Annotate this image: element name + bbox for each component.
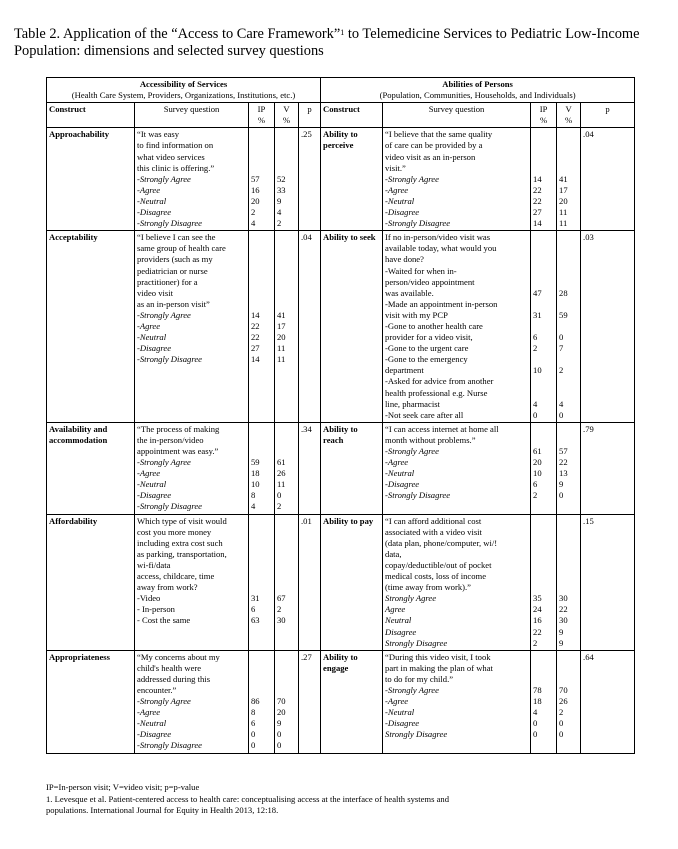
v-values-right (557, 514, 581, 650)
question-line: (time away from work).” (385, 582, 471, 593)
percent-value: 8 (251, 490, 256, 501)
percent-value: 7 (559, 343, 564, 354)
percent-value: 6 (251, 604, 256, 615)
percent-value: 9 (559, 626, 564, 637)
answer-option: -Disagree (137, 729, 172, 740)
table-row (47, 128, 635, 231)
table-body (47, 128, 635, 753)
question-right (383, 422, 531, 514)
percent-value: 35 (533, 593, 542, 604)
ip-values-right (531, 650, 557, 753)
percent-value: 16 (251, 184, 260, 195)
answer-option: was available. (385, 287, 434, 298)
answer-option: -Strongly Agree (385, 446, 439, 456)
percent-value: 14 (533, 173, 542, 184)
ip-values-right (531, 422, 557, 514)
percent-value: 26 (277, 468, 286, 479)
question-line: as parking, transportation, (137, 548, 227, 559)
percent-value: 22 (559, 457, 568, 468)
v-values-right (557, 128, 581, 231)
percent-value: 0 (559, 490, 564, 501)
answer-option: -Neutral (137, 479, 167, 490)
answer-option: Agree (385, 604, 406, 615)
answer-option: -Strongly Disagree (137, 218, 202, 229)
percent-value: 2 (559, 365, 564, 376)
question-line: encounter.” (137, 684, 177, 695)
percent-value: 31 (251, 593, 260, 604)
answer-option: Strongly Agree (385, 593, 437, 604)
percent-value: 22 (533, 626, 542, 637)
construct-right: Ability to seek (321, 231, 383, 423)
question-line: month without problems.” (385, 434, 476, 445)
reference-line-1: 1. Levesque et al. Patient-centered access to health care: conceptualising access at the interface of health systems and (46, 793, 450, 804)
percent-value: 0 (277, 490, 282, 501)
answer-option: -Disagree (385, 479, 420, 490)
question-line: child's health were (137, 662, 202, 673)
construct-right: Ability to pay (321, 514, 383, 650)
percent-value: 22 (559, 604, 568, 615)
col-question-left: Survey question (135, 103, 249, 128)
col-question-right: Survey question (383, 103, 531, 128)
percent-value: 0 (533, 729, 538, 740)
answer-option: Disagree (385, 626, 417, 637)
answer-option: -Agree (137, 320, 161, 331)
question-line: to find information on (137, 140, 214, 151)
percent-value: 30 (559, 615, 568, 626)
p-value-left: .01 (299, 514, 321, 650)
percent-value: 22 (251, 320, 260, 331)
percent-value: 59 (251, 457, 260, 468)
group-header-row (47, 78, 635, 103)
question-line: Which type of visit would (137, 515, 227, 526)
v-values-right (557, 650, 581, 753)
reference-line-2: populations. International Journal for Equity in Health 2013, 12:18. (46, 805, 279, 815)
percent-value: 4 (251, 218, 256, 229)
ip-values-left (249, 514, 275, 650)
percent-value: 61 (533, 446, 542, 456)
percent-value: 0 (251, 729, 256, 740)
percent-value: 30 (277, 615, 286, 626)
v-values-left (275, 650, 299, 753)
answer-option: -Strongly Disagree (385, 490, 451, 501)
question-left (135, 231, 249, 423)
answer-option: -Agree (385, 696, 409, 707)
answer-option: -Strongly Agree (137, 457, 191, 468)
question-line: visit.” (385, 162, 406, 173)
percent-value: 63 (251, 615, 260, 626)
percent-value: 0 (277, 740, 282, 751)
question-line: cost you more money (137, 526, 212, 537)
p-value-left: .25 (299, 128, 321, 231)
ip-values-right (531, 514, 557, 650)
percent-value: 4 (277, 207, 282, 218)
question-line: pediatrician or nurse (137, 265, 208, 276)
answer-option: -Agree (385, 457, 409, 468)
percent-value: 20 (277, 332, 286, 343)
answer-option: -Strongly Agree (137, 309, 191, 320)
percent-value: 6 (533, 332, 538, 343)
access-framework-table (46, 77, 635, 754)
answer-option: -Agree (137, 468, 161, 479)
table-row (47, 231, 635, 423)
percent-value: 10 (533, 365, 542, 376)
answer-option: -Agree (385, 184, 409, 195)
answer-option: -Strongly Agree (137, 696, 191, 707)
percent-value: 28 (559, 287, 568, 298)
percent-value: 2 (533, 343, 538, 354)
answer-option: -Neutral (137, 332, 167, 343)
question-line: “I can access internet at home all (385, 423, 499, 434)
percent-value: 22 (533, 184, 542, 195)
percent-value: 0 (559, 332, 564, 343)
question-line: have done? (385, 254, 424, 265)
question-line: “I can afford additional cost (385, 515, 482, 526)
percent-value: 11 (277, 354, 286, 365)
p-value-left: .27 (299, 650, 321, 753)
percent-value: 70 (559, 684, 568, 695)
percent-value: 17 (559, 184, 568, 195)
percent-value: 0 (559, 409, 564, 420)
question-line: “It was easy (137, 129, 179, 140)
percent-value: 78 (533, 684, 542, 695)
percent-value: 0 (277, 729, 282, 740)
table-row (47, 422, 635, 514)
answer-option: -Strongly Disagree (137, 501, 202, 512)
ip-values-right (531, 231, 557, 423)
percent-value: 20 (559, 195, 568, 206)
answer-option: -Strongly Disagree (137, 354, 202, 365)
percent-value: 17 (277, 320, 286, 331)
percent-value: 26 (559, 696, 568, 707)
question-line: appointment was easy.” (137, 446, 219, 456)
answer-option: -Disagree (385, 207, 420, 218)
col-construct-right: Construct (321, 103, 383, 128)
percent-value: 57 (559, 446, 568, 456)
abilities-header: Abilities of Persons (Population, Communities, Households, and Individuals) (321, 78, 635, 103)
percent-value: 9 (559, 637, 564, 648)
question-line: If no in-person/video visit was (385, 232, 491, 243)
col-ip-left: IP % (249, 103, 275, 128)
question-left (135, 128, 249, 231)
percent-value: 4 (533, 398, 538, 409)
footnotes (46, 782, 646, 817)
percent-value: 31 (533, 309, 542, 320)
question-line: same group of health care (137, 243, 226, 254)
v-values-right (557, 422, 581, 514)
question-right (383, 128, 531, 231)
question-line: “The process of making (137, 423, 220, 434)
percent-value: 2 (559, 707, 564, 718)
table-row (47, 650, 635, 753)
percent-value: 0 (559, 729, 564, 740)
col-v-left: V % (275, 103, 299, 128)
answer-option: visit with my PCP (385, 309, 448, 320)
answer-option: -Gone to another health care (385, 320, 483, 331)
percent-value: 59 (559, 309, 568, 320)
percent-value: 57 (251, 173, 260, 184)
question-line: this clinic is offering.” (137, 162, 215, 173)
question-line: medical costs, loss of income (385, 571, 487, 582)
v-values-left (275, 231, 299, 423)
construct-left: Appropriateness (47, 650, 135, 753)
answer-option: -Strongly Disagree (137, 740, 202, 751)
question-line: data, (385, 548, 402, 559)
ip-values-left (249, 422, 275, 514)
answer-option: -Neutral (385, 707, 415, 718)
answer-option: -Neutral (137, 718, 167, 729)
question-line: of care can be provided by a (385, 140, 483, 151)
table-row (47, 514, 635, 650)
answer-option: Strongly Disagree (385, 637, 448, 648)
answer-option: line, pharmacist (385, 398, 440, 409)
answer-option: -Gone to the emergency (385, 354, 468, 365)
answer-option: -Disagree (385, 718, 420, 729)
question-right (383, 650, 531, 753)
percent-value: 24 (533, 604, 542, 615)
percent-value: 11 (559, 218, 568, 229)
percent-value: 41 (277, 309, 286, 320)
answer-option: -Strongly Agree (137, 173, 191, 184)
percent-value: 27 (251, 343, 260, 354)
v-values-left (275, 514, 299, 650)
percent-value: 10 (533, 468, 542, 479)
title-footnote-mark: 1 (340, 28, 345, 37)
question-line: available today, what would you (385, 243, 497, 254)
answer-option: -Neutral (385, 468, 415, 479)
construct-left: Approachability (47, 128, 135, 231)
percent-value: 4 (533, 707, 538, 718)
percent-value: 16 (533, 615, 542, 626)
answer-option: -Neutral (385, 195, 415, 206)
answer-option: -Agree (137, 707, 161, 718)
question-left (135, 650, 249, 753)
accessibility-header: Accessibility of Services (Health Care System, Providers, Organizations, Institutions, etc.) (47, 78, 321, 103)
answer-option: health professional e.g. Nurse (385, 387, 488, 398)
construct-right: Ability to reach (321, 422, 383, 514)
question-line: copay/deductible/out of pocket (385, 559, 492, 570)
percent-value: 52 (277, 173, 286, 184)
question-line: (data plan, phone/computer, wi/! (385, 537, 498, 548)
question-line: away from work? (137, 582, 198, 593)
percent-value: 2 (533, 490, 538, 501)
percent-value: 14 (251, 309, 260, 320)
col-ip-right: IP % (531, 103, 557, 128)
answer-option: -Video (137, 593, 161, 604)
construct-right: Ability to engage (321, 650, 383, 753)
percent-value: 9 (277, 718, 282, 729)
construct-left: Acceptability (47, 231, 135, 423)
answer-option: - Cost the same (137, 615, 191, 626)
percent-value: 20 (251, 195, 260, 206)
percent-value: 2 (251, 207, 256, 218)
percent-value: 4 (251, 501, 256, 512)
percent-value: 14 (251, 354, 260, 365)
percent-value: 2 (533, 637, 538, 648)
table-title: Table 2. Application of the “Access to Care Framework”$^1$ to Telemedicine Services to Pediatric Low-Income Population: dimensions and selected survey questions (14, 26, 640, 59)
percent-value: 18 (533, 696, 542, 707)
p-value-right: .79 (581, 422, 635, 514)
percent-value: 14 (533, 218, 542, 229)
answer-option: -Strongly Agree (385, 173, 439, 184)
percent-value: 41 (559, 173, 568, 184)
ip-values-left (249, 650, 275, 753)
p-value-right: .04 (581, 128, 635, 231)
percent-value: 11 (277, 343, 286, 354)
percent-value: 18 (251, 468, 260, 479)
percent-value: 2 (277, 604, 282, 615)
percent-value: 2 (277, 218, 282, 229)
answer-option: person/video appointment (385, 276, 475, 287)
percent-value: 6 (533, 479, 538, 490)
question-line: video visit (137, 287, 174, 298)
answer-option: -Neutral (137, 195, 167, 206)
percent-value: 33 (277, 184, 286, 195)
question-left (135, 422, 249, 514)
answer-option: -Disagree (137, 343, 172, 354)
col-construct-left: Construct (47, 103, 135, 128)
percent-value: 20 (533, 457, 542, 468)
percent-value: 67 (277, 593, 286, 604)
answer-option: -Strongly Agree (385, 684, 439, 695)
question-line: “I believe that the same quality (385, 129, 493, 140)
answer-option: -Gone to the urgent care (385, 343, 469, 354)
percent-value: 2 (277, 501, 282, 512)
question-line: associated with a video visit (385, 526, 482, 537)
answer-option: -Made an appointment in-person (385, 298, 498, 309)
column-header-row (47, 103, 635, 128)
answer-option: Strongly Disagree (385, 729, 448, 740)
percent-value: 8 (251, 707, 256, 718)
answer-option: Neutral (385, 615, 412, 626)
answer-option: department (385, 365, 424, 376)
p-value-left: .34 (299, 422, 321, 514)
question-right (383, 514, 531, 650)
answer-option: -Strongly Disagree (385, 218, 451, 229)
percent-value: 86 (251, 696, 260, 707)
percent-value: 0 (533, 409, 538, 420)
answer-option: -Asked for advice from another (385, 376, 494, 387)
percent-value: 22 (533, 195, 542, 206)
v-values-left (275, 128, 299, 231)
question-right (383, 231, 531, 423)
col-p-left: p (299, 103, 321, 128)
col-p-right: p (581, 103, 635, 128)
percent-value: 27 (533, 207, 542, 218)
ip-values-right (531, 128, 557, 231)
ip-values-left (249, 231, 275, 423)
answer-option: provider for a video visit, (385, 332, 473, 343)
percent-value: 30 (559, 593, 568, 604)
construct-right: Ability to perceive (321, 128, 383, 231)
percent-value: 20 (277, 707, 286, 718)
percent-value: 11 (559, 207, 568, 218)
percent-value: 10 (251, 479, 260, 490)
question-line: video visit as an in-person (385, 151, 476, 162)
answer-option: -Disagree (137, 490, 172, 501)
percent-value: 9 (559, 479, 564, 490)
p-value-left: .04 (299, 231, 321, 423)
question-line: to do for my child.” (385, 673, 454, 684)
col-v-right: V % (557, 103, 581, 128)
percent-value: 9 (277, 195, 282, 206)
abbreviation-note: IP=In-person visit; V=video visit; p=p-value (46, 782, 200, 792)
answer-option: -Agree (137, 184, 161, 195)
v-values-right (557, 231, 581, 423)
question-line: practitioner) for a (137, 276, 198, 287)
percent-value: 11 (277, 479, 286, 490)
percent-value: 4 (559, 398, 564, 409)
percent-value: 70 (277, 696, 286, 707)
answer-option: -Not seek care after all (385, 409, 464, 420)
p-value-right: .64 (581, 650, 635, 753)
question-line: access, childcare, time (137, 571, 215, 582)
construct-left: Availability and accommodation (47, 422, 135, 514)
question-line: the in-person/video (137, 434, 204, 445)
p-value-right: .15 (581, 514, 635, 650)
question-line: wi-fi/data (137, 559, 171, 570)
question-line: what video services (137, 151, 205, 162)
answer-option: -Waited for when in- (385, 265, 457, 276)
percent-value: 0 (559, 718, 564, 729)
percent-value: 6 (251, 718, 256, 729)
answer-option: -Disagree (137, 207, 172, 218)
percent-value: 0 (251, 740, 256, 751)
percent-value: 22 (251, 332, 260, 343)
question-line: providers (such as my (137, 254, 213, 265)
ip-values-left (249, 128, 275, 231)
answer-option: - In-person (137, 604, 175, 615)
percent-value: 0 (533, 718, 538, 729)
construct-left: Affordability (47, 514, 135, 650)
percent-value: 47 (533, 287, 542, 298)
question-line: “During this video visit, I took (385, 651, 491, 662)
question-line: addressed during this (137, 673, 211, 684)
question-line: including extra cost such (137, 537, 223, 548)
p-value-right: .03 (581, 231, 635, 423)
question-line: “I believe I can see the (137, 232, 216, 243)
question-line: as an in-person visit” (137, 298, 210, 309)
percent-value: 13 (559, 468, 568, 479)
v-values-left (275, 422, 299, 514)
question-left (135, 514, 249, 650)
question-line: part in making the plan of what (385, 662, 493, 673)
percent-value: 61 (277, 457, 286, 468)
question-line: “My concerns about my (137, 651, 220, 662)
